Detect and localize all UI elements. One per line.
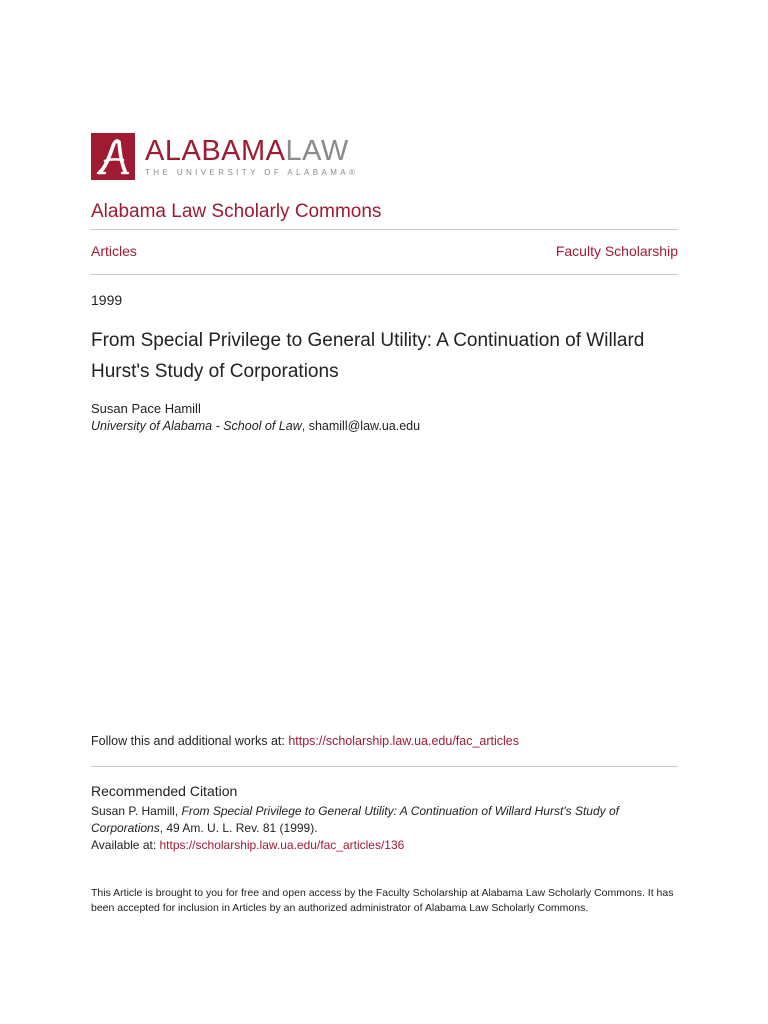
institution: University of Alabama - School of Law [91, 419, 302, 433]
availability-line [91, 838, 404, 852]
script-a-icon [91, 133, 135, 180]
access-notice: This Article is brought to you for free and open access by the Faculty Scholarship at Alabama Law Scholarly Commons. It has been accepted for inclusion in Articles by an authorized administrator of Alabama Law Scholarly Commons. [91, 887, 674, 914]
article-title: From Special Privilege to General Utility: A Continuation of Willard Hurst's Study of Corporations [91, 330, 645, 382]
alabama-law-logo[interactable] [91, 133, 358, 180]
divider [91, 766, 678, 767]
logo-wordmark [145, 136, 358, 166]
email-separator: , [301, 419, 309, 433]
follow-line [91, 734, 519, 748]
author-affiliation [91, 419, 420, 433]
breadcrumb-faculty-scholarship-link[interactable]: Faculty Scholarship [555, 243, 678, 259]
breadcrumb-articles-link[interactable]: Articles [91, 243, 137, 259]
repository-link[interactable]: Alabama Law Scholarly Commons [91, 201, 382, 222]
author-email[interactable]: shamill@law.ua.edu [308, 419, 421, 433]
logo-word-law: LAW [285, 135, 349, 167]
recommended-citation-heading: Recommended Citation [91, 783, 238, 799]
logo-word-alabama: ALABAMA [145, 135, 286, 167]
available-label: Available at: [91, 838, 160, 852]
follow-label: Follow this and additional works at: [91, 734, 289, 748]
follow-link[interactable]: https://scholarship.law.ua.edu/fac_articles [288, 734, 520, 748]
citation-text [91, 803, 681, 837]
citation-source: , 49 Am. U. L. Rev. 81 (1999). [159, 821, 318, 835]
script-a-glyph [96, 138, 130, 176]
article-link[interactable]: https://scholarship.law.ua.edu/fac_articles/136 [159, 838, 405, 852]
logo-text [145, 136, 358, 177]
divider [91, 274, 678, 275]
logo-tagline: THE UNIVERSITY OF ALABAMA® [145, 168, 359, 177]
publication-year: 1999 [91, 292, 123, 308]
author-name: Susan Pace Hamill [91, 401, 201, 416]
divider [91, 229, 678, 230]
citation-title: From Special Privilege to General Utility: A Continuation of Willard Hurst's Study of Corporations [91, 804, 619, 835]
citation-author: Susan P. Hamill, [91, 804, 182, 818]
